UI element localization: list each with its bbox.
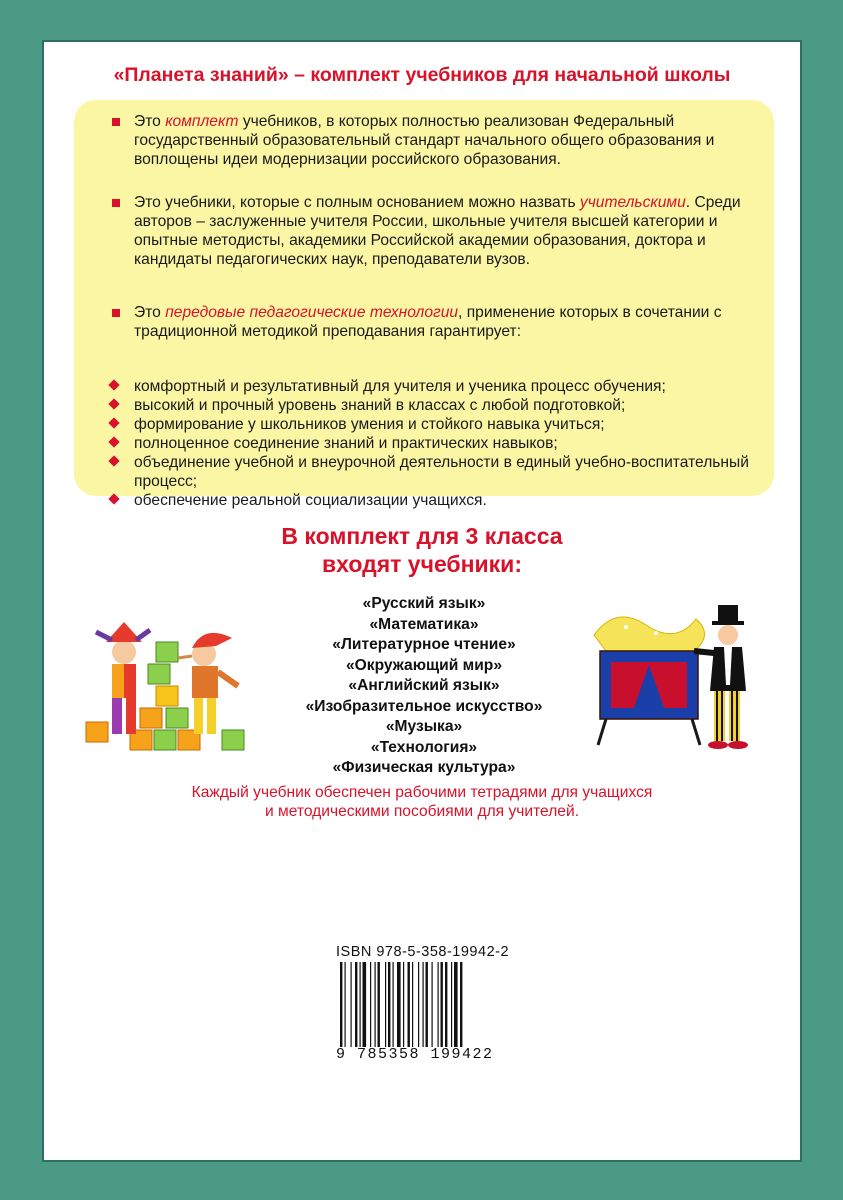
book-title: «Изобразительное искусство» <box>305 697 543 715</box>
book-title: «Технология» <box>370 738 478 756</box>
back-cover <box>42 40 802 1162</box>
jesters-with-blocks-illustration <box>82 602 252 752</box>
intro-paragraph-2: Это учебники, которые с полным основанием можно назвать учительскими. Среди авторов – заслуженные учителя России, школьные учителя высшей категории и опытные методисты, академики Российской академии образования, доктора и кандидаты педагогических наук, преподаватели вузов. <box>134 193 764 269</box>
list-item: формирование у школьников умения и стойкого навыка учиться; <box>134 415 764 434</box>
book-title: «Русский язык» <box>362 595 486 612</box>
benefits-list <box>134 377 764 510</box>
book-title: «Физическая культура» <box>332 759 516 776</box>
book-title: «Музыка» <box>385 718 463 735</box>
footnote: Каждый учебник обеспечен рабочими тетрадями для учащихся и методическими пособиями для учителей. <box>191 784 653 820</box>
book-title: «Литературное чтение» <box>332 636 516 653</box>
list-item: обеспечение реальной социализации учащихся. <box>134 491 764 510</box>
book-title: «Английский язык» <box>348 677 500 694</box>
square-bullet-icon <box>112 309 120 317</box>
list-item: комфортный и результативный для учителя и ученика процесс обучения; <box>134 377 764 396</box>
included-heading: В комплект для 3 класса входят учебники: <box>281 523 563 577</box>
intro-paragraph-1: Это комплект учебников, в которых полностью реализован Федеральный государственный образовательный стандарт начального общего образования и воплощены идеи модернизации российского образования. <box>134 112 764 169</box>
list-item: объединение учебной и внеурочной деятельности в единый учебно-воспитательный процесс; <box>134 453 764 491</box>
barcode-icon <box>336 962 506 1047</box>
diamond-bullet-icon <box>108 493 119 504</box>
diamond-bullet-icon <box>108 379 119 390</box>
list-item: высокий и прочный уровень знаний в классах с любой подготовкой; <box>134 396 764 415</box>
intro-paragraph-3: Это передовые педагогические технологии, применение которых в сочетании с традиционной методикой преподавания гарантирует: <box>134 303 764 341</box>
diamond-bullet-icon <box>108 436 119 447</box>
book-title: «Окружающий мир» <box>345 656 502 674</box>
magician-with-board-illustration <box>576 595 776 755</box>
square-bullet-icon <box>112 199 120 207</box>
diamond-bullet-icon <box>108 398 119 409</box>
series-title: «Планета знаний» – комплект учебников для начальной школы <box>113 64 731 86</box>
diamond-bullet-icon <box>108 417 119 428</box>
book-list <box>274 594 574 779</box>
diamond-bullet-icon <box>108 455 119 466</box>
isbn-label: ISBN 978-5-358-19942-2 <box>336 944 510 960</box>
square-bullet-icon <box>112 118 120 126</box>
features-box <box>74 100 774 509</box>
list-item: полноценное соединение знаний и практических навыков; <box>134 434 764 453</box>
barcode-digits: 9 785358 199422 <box>336 1046 494 1063</box>
book-title: «Математика» <box>369 615 479 633</box>
